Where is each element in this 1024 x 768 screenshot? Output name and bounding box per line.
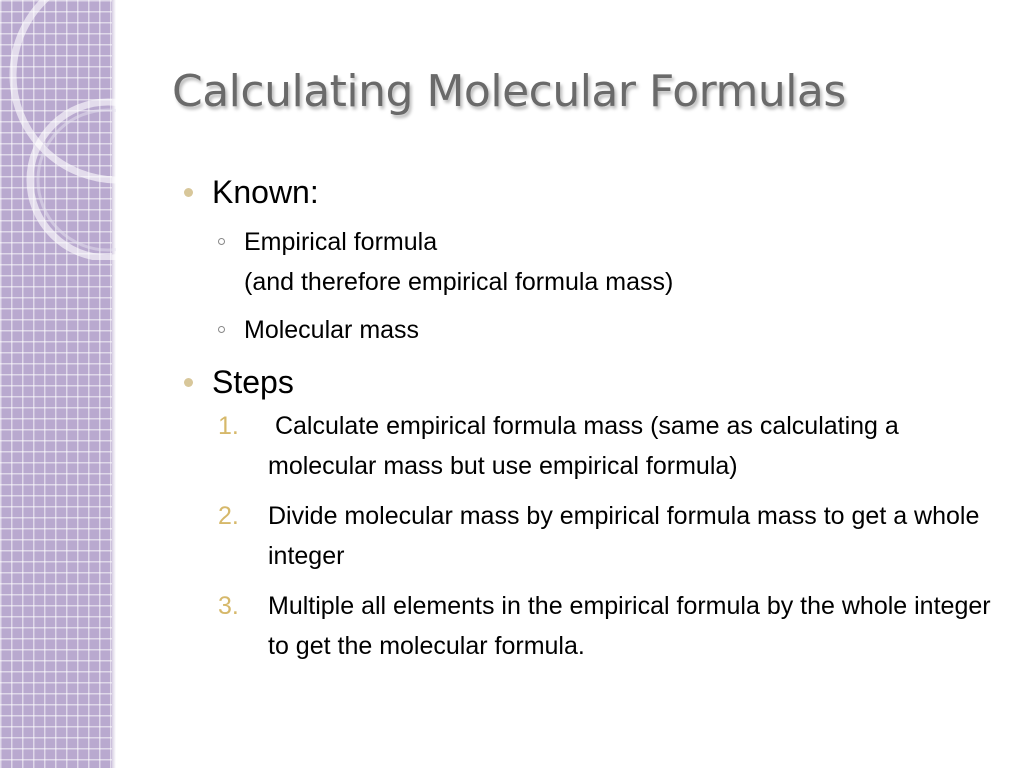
sub-bullet-text: Empirical formula <box>244 228 438 256</box>
bullet-known <box>182 172 1002 212</box>
step-item <box>182 406 1002 486</box>
bullet-steps-label: Steps <box>212 364 294 400</box>
slide-content <box>182 172 1002 676</box>
bullet-steps <box>182 362 1002 402</box>
step-item <box>182 496 1002 576</box>
sub-bullet-ring-icon <box>218 238 225 245</box>
sub-bullet-ring-icon <box>218 326 225 333</box>
sub-bullet-empirical-formula <box>182 222 1002 302</box>
decorative-ring-large <box>13 0 116 180</box>
step-item <box>182 586 1002 666</box>
step-number: 3. <box>218 592 239 620</box>
decorative-rings <box>0 0 116 260</box>
sub-bullet-text: Molecular mass <box>244 316 420 344</box>
step-text: Divide molecular mass by empirical formula mass to get a whole integer <box>268 502 980 570</box>
bullet-dot-icon <box>184 378 193 387</box>
sub-bullet-molecular-mass <box>182 310 1002 350</box>
step-number: 1. <box>218 412 239 440</box>
step-number: 2. <box>218 502 239 530</box>
step-text: Multiple all elements in the empirical formula by the whole integer to get the molecular formula. <box>268 592 991 660</box>
bullet-dot-icon <box>184 188 193 197</box>
step-text: Calculate empirical formula mass (same as calculating a molecular mass but use empirical formula) <box>268 412 906 480</box>
slide-title: Calculating Molecular Formulas <box>172 66 846 117</box>
bullet-known-label: Known: <box>212 174 319 210</box>
sub-bullet-text: (and therefore empirical formula mass) <box>244 268 674 296</box>
